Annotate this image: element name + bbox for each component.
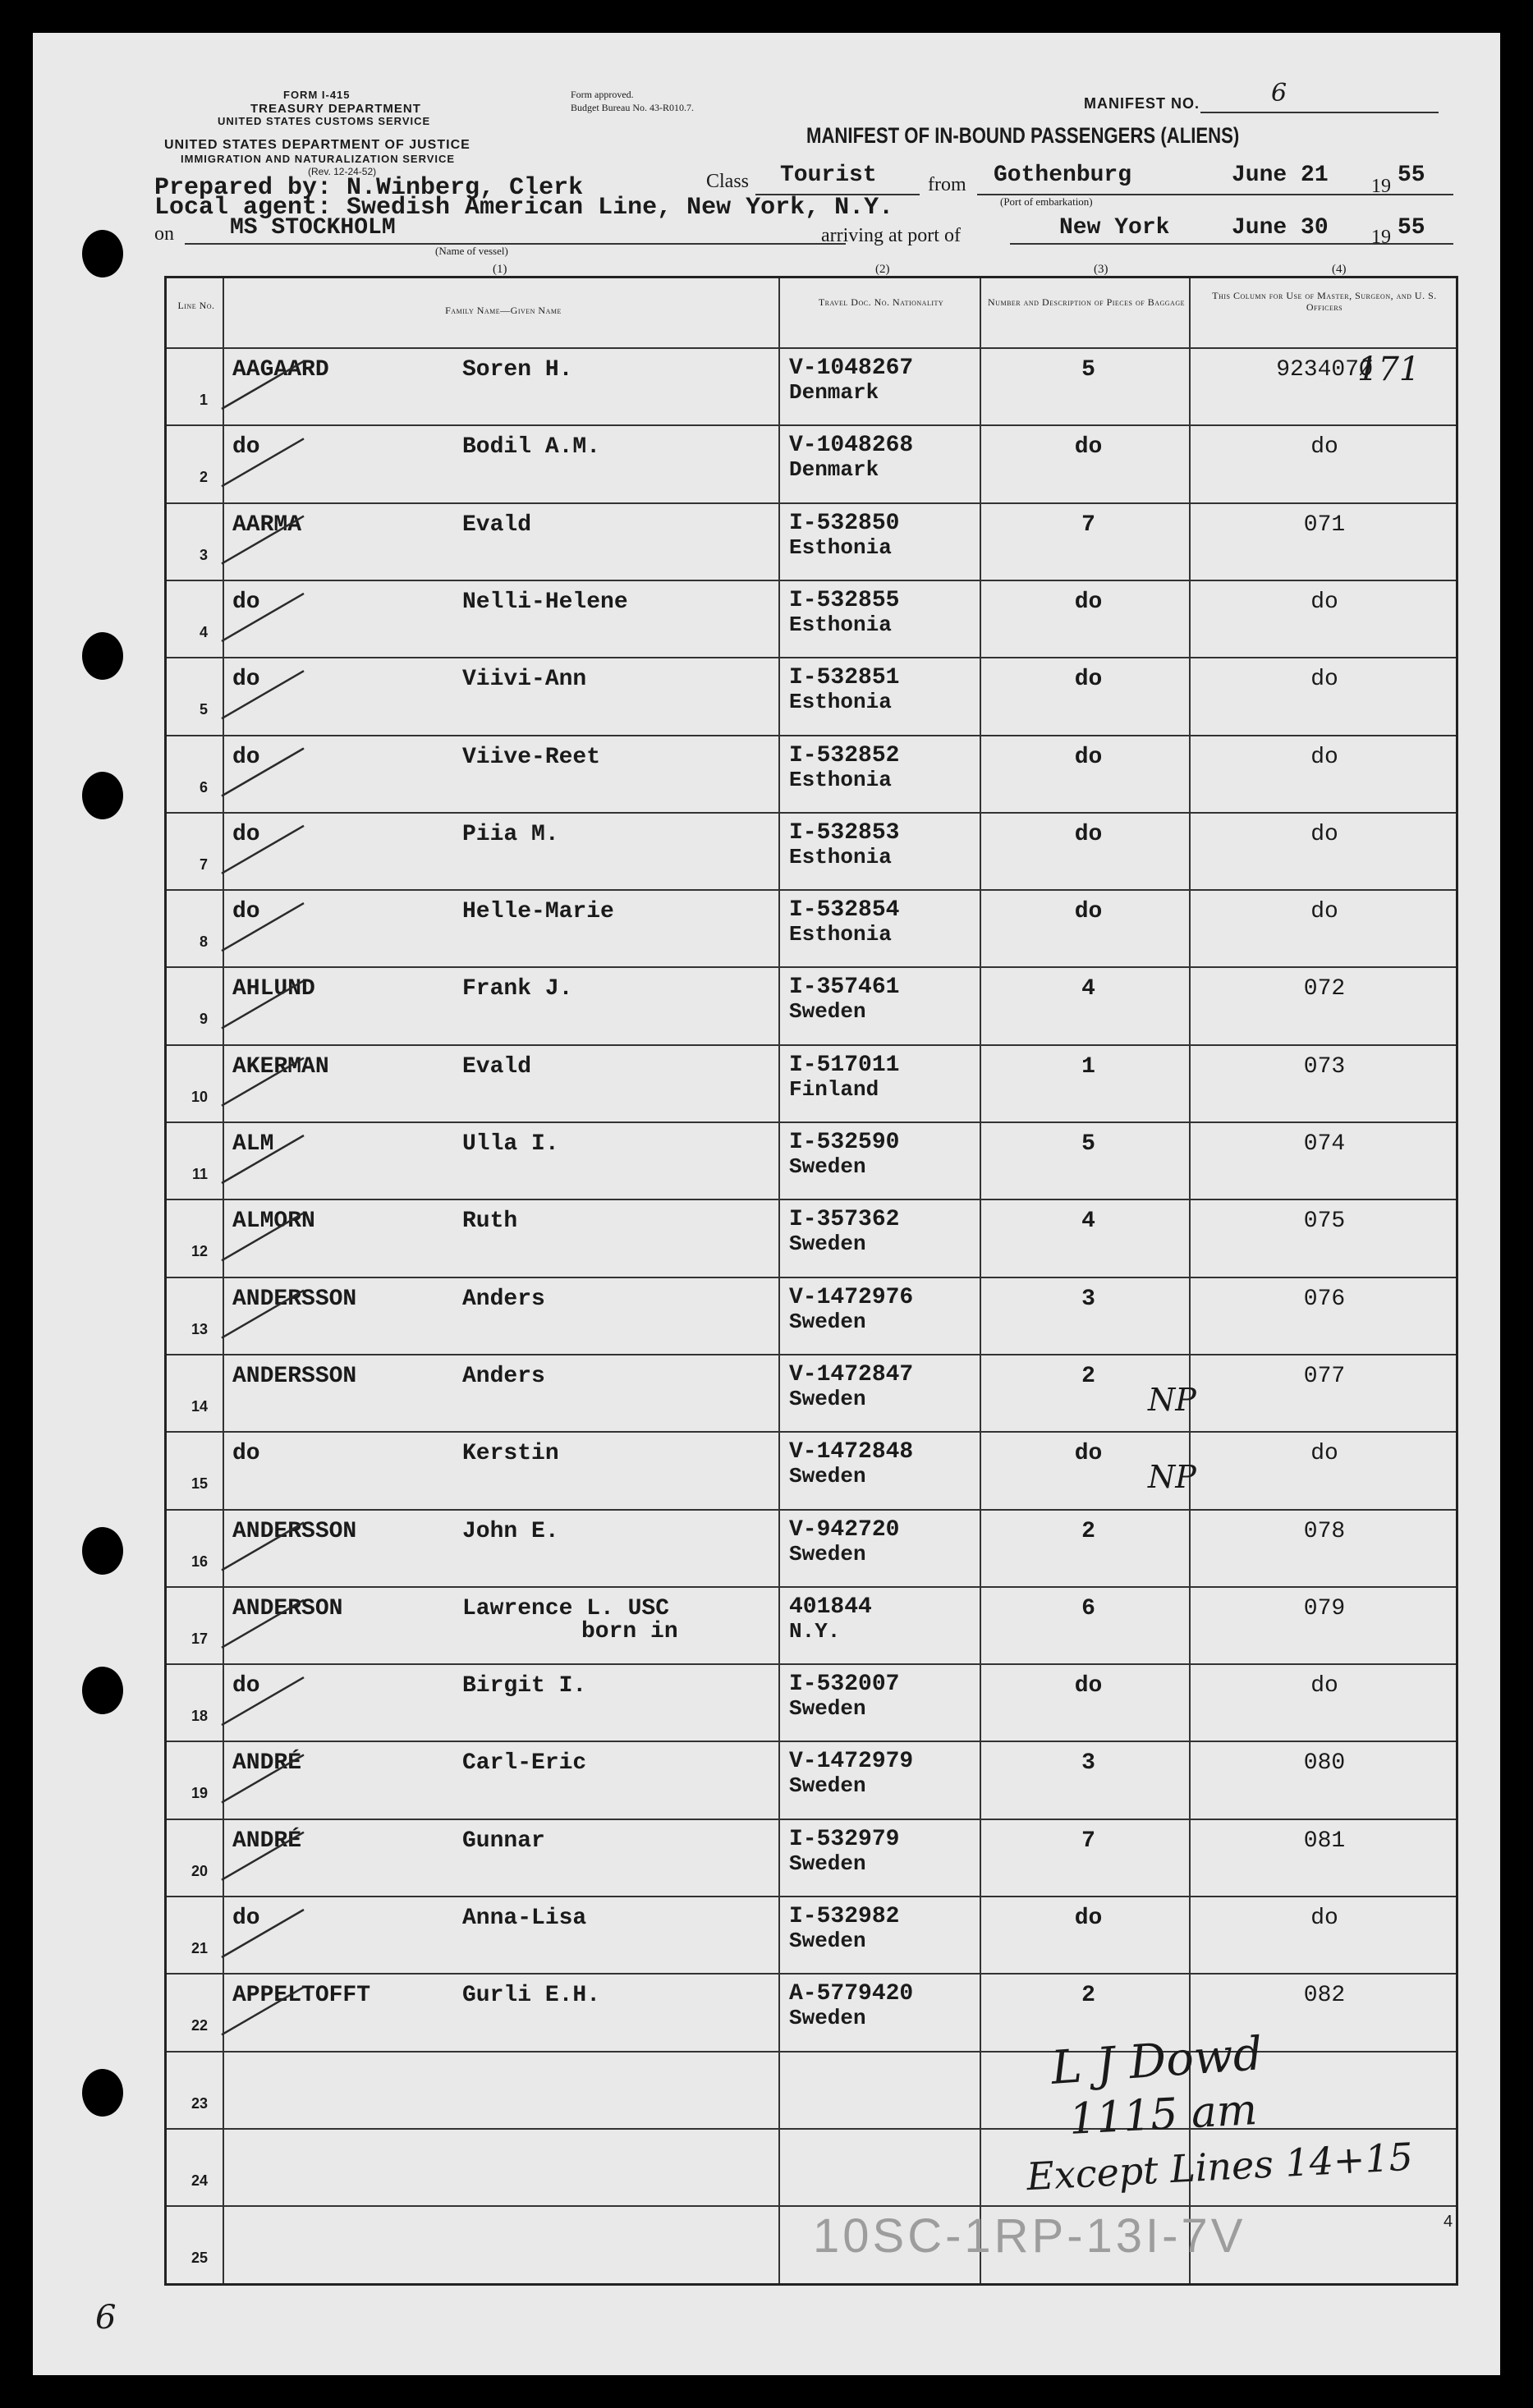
- travel-doc-number: V-1472979: [789, 1749, 914, 1775]
- check-mark: [222, 749, 304, 796]
- nationality: Esthonia: [789, 690, 892, 715]
- arriving-label: arriving at port of: [821, 225, 961, 246]
- family-name: ALMORN: [232, 1209, 315, 1235]
- family-name: ALM: [232, 1131, 274, 1157]
- check-mark: [222, 438, 304, 486]
- nationality: Sweden: [789, 1696, 866, 1722]
- travel-doc-number: V-1472976: [789, 1284, 914, 1310]
- given-name-extra: born in: [581, 1618, 678, 1644]
- family-name: ANDRÉ: [232, 1828, 302, 1854]
- nationality: Sweden: [789, 1773, 866, 1799]
- line-number: 16: [190, 1553, 208, 1570]
- baggage-count: 2: [1081, 1983, 1095, 2009]
- nationality: Sweden: [789, 1386, 866, 1411]
- check-mark: [222, 1135, 304, 1183]
- line-number: 24: [190, 2172, 208, 2189]
- given-name: Anders: [462, 1363, 545, 1389]
- officer-number: do: [1310, 744, 1338, 770]
- manifest-number: 6: [1271, 79, 1287, 108]
- travel-doc-number: I-517011: [789, 1052, 900, 1078]
- travel-doc-number: I-532850: [789, 510, 900, 536]
- officer-number: do: [1310, 434, 1338, 461]
- family-name: ANDERSON: [232, 1595, 343, 1621]
- line-number: 4: [199, 623, 208, 640]
- header-name: Family Name—Given Name: [445, 305, 562, 316]
- line-number: 6: [199, 778, 208, 796]
- line-number: 8: [199, 933, 208, 951]
- ins-service: IMMIGRATION AND NATURALIZATION SERVICE: [181, 153, 456, 165]
- given-name: Soren H.: [462, 357, 573, 383]
- from-year-prefix: 19: [1371, 176, 1391, 197]
- line-number: 23: [190, 2094, 208, 2112]
- officer-number: 073: [1303, 1053, 1346, 1080]
- np-mark: NP: [1148, 1459, 1196, 1496]
- check-mark: [222, 1600, 304, 1648]
- officer-number: do: [1310, 589, 1338, 615]
- family-name: do: [232, 1906, 260, 1931]
- family-name: do: [232, 744, 260, 770]
- header-baggage: Number and Description of Pieces of Baggage: [988, 296, 1185, 308]
- line-number: 21: [190, 1940, 208, 1956]
- signature: L J Dowd: [1049, 2027, 1264, 2095]
- baggage-count: 5: [1081, 357, 1095, 383]
- baggage-count: do: [1074, 821, 1103, 847]
- travel-doc-number: I-357461: [789, 975, 900, 1001]
- travel-doc-number: I-532853: [789, 819, 900, 846]
- col-number-2: (2): [875, 263, 890, 276]
- from-port: Gothenburg: [994, 163, 1132, 188]
- family-name: do: [232, 1441, 260, 1467]
- baggage-count: 3: [1081, 1286, 1095, 1312]
- travel-doc-number: A-5779420: [789, 1981, 914, 2007]
- baggage-count: 3: [1081, 1750, 1095, 1777]
- officer-number: 076: [1303, 1286, 1346, 1312]
- check-mark: [222, 903, 304, 951]
- nationality: Denmark: [789, 457, 879, 483]
- from-date: June 21: [1232, 163, 1329, 188]
- check-mark: [222, 516, 304, 564]
- line-number: 5: [199, 701, 208, 718]
- check-mark: [222, 671, 304, 718]
- page-marker: 4: [1443, 2213, 1453, 2231]
- nationality: Sweden: [789, 1851, 866, 1876]
- given-name: Birgit I.: [462, 1673, 587, 1699]
- check-mark: [222, 1058, 304, 1106]
- customs-service: UNITED STATES CUSTOMS SERVICE: [218, 115, 431, 127]
- check-mark: [222, 826, 304, 874]
- justice-dept: UNITED STATES DEPARTMENT OF JUSTICE: [164, 138, 470, 152]
- baggage-count: do: [1074, 589, 1103, 615]
- col-number-3: (3): [1094, 263, 1108, 276]
- nationality: Sweden: [789, 1929, 866, 1953]
- line-number: 22: [190, 2017, 208, 2034]
- officer-number: 923407Ø: [1276, 357, 1373, 383]
- line-number: 19: [190, 1785, 208, 1802]
- family-name: do: [232, 1673, 260, 1699]
- nationality: Sweden: [789, 1541, 866, 1566]
- treasury-dept: TREASURY DEPARTMENT: [250, 102, 421, 116]
- check-mark: [222, 980, 304, 1028]
- travel-doc-number: V-1472848: [789, 1439, 914, 1465]
- arrival-port: New York: [1059, 215, 1170, 241]
- travel-doc-number: I-532852: [789, 742, 900, 768]
- family-name: do: [232, 899, 260, 925]
- line-number: 1: [199, 392, 208, 408]
- nationality: Sweden: [789, 2006, 866, 2031]
- line-number: 20: [190, 1862, 208, 1879]
- baggage-count: do: [1074, 667, 1103, 693]
- check-mark: [222, 1832, 304, 1880]
- travel-doc-number: I-532982: [789, 1904, 900, 1929]
- travel-doc-number: V-1472847: [789, 1361, 914, 1387]
- baggage-count: do: [1074, 1441, 1103, 1467]
- family-name: AKERMAN: [232, 1053, 329, 1080]
- corner-mark: 6: [95, 2299, 117, 2337]
- officer-number: do: [1310, 1673, 1338, 1699]
- baggage-count: 6: [1081, 1595, 1095, 1621]
- given-name: Piia M.: [462, 821, 559, 847]
- baggage-count: do: [1074, 434, 1103, 461]
- check-mark: [222, 1677, 304, 1725]
- officer-number: 081: [1303, 1828, 1346, 1854]
- form-number: FORM I-415: [283, 89, 351, 101]
- family-name: ANDRÉ: [232, 1750, 302, 1777]
- travel-doc-number: I-357362: [789, 1207, 900, 1233]
- travel-doc-number: I-532854: [789, 897, 900, 924]
- header-line-no: Line No.: [177, 300, 215, 311]
- travel-doc-number: I-532007: [789, 1672, 900, 1698]
- check-mark: [222, 361, 304, 409]
- vessel-name: MS STOCKHOLM: [230, 215, 396, 241]
- form-approved: Form approved.: [571, 89, 634, 100]
- except-note: Except Lines 14+15: [1025, 2134, 1415, 2199]
- baggage-count: 7: [1081, 511, 1095, 538]
- vessel-caption: (Name of vessel): [435, 245, 508, 257]
- line-number: 14: [190, 1397, 208, 1415]
- nationality: Sweden: [789, 1464, 866, 1489]
- officer-number: do: [1310, 667, 1338, 693]
- nationality: Finland: [789, 1076, 879, 1102]
- given-name: Frank J.: [462, 976, 573, 1002]
- check-mark: [222, 1291, 304, 1338]
- line-number: 10: [190, 1088, 208, 1105]
- travel-doc-number: 401844: [789, 1594, 872, 1620]
- nationality: Esthonia: [789, 844, 892, 869]
- family-name: do: [232, 589, 260, 615]
- col-number-4: (4): [1332, 263, 1347, 276]
- prepared-by: Prepared by: N.Winberg, Clerk: [154, 174, 584, 202]
- check-mark: [222, 1987, 304, 2034]
- nationality: Sweden: [789, 1309, 866, 1334]
- nationality: Sweden: [789, 1154, 866, 1179]
- from-year: 55: [1398, 163, 1425, 188]
- baggage-count: do: [1074, 899, 1103, 925]
- given-name: Viive-Reet: [462, 744, 601, 770]
- baggage-count: do: [1074, 1906, 1103, 1931]
- officer-number: 077: [1303, 1363, 1346, 1389]
- check-mark: [222, 1754, 304, 1802]
- line-number: 13: [190, 1320, 208, 1337]
- arrival-date: June 30: [1232, 215, 1329, 241]
- checkmark-layer: [33, 33, 1500, 2375]
- given-name: Anders: [462, 1286, 545, 1312]
- header-travel-doc: Travel Doc. No. Nationality: [818, 296, 944, 308]
- officer-number: do: [1310, 1441, 1338, 1467]
- manifest-title: MANIFEST OF IN-BOUND PASSENGERS (ALIENS): [806, 123, 1240, 148]
- family-name: AAGAARD: [232, 357, 329, 383]
- line-number: 11: [191, 1166, 208, 1182]
- given-name: Ulla I.: [462, 1131, 559, 1157]
- officer-number: 082: [1303, 1983, 1346, 2009]
- given-name: Gurli E.H.: [462, 1983, 601, 2009]
- given-name: Evald: [462, 1053, 532, 1080]
- officer-number: 072: [1303, 976, 1346, 1002]
- given-name: Nelli-Helene: [462, 589, 628, 615]
- line-number: 15: [190, 1475, 208, 1493]
- manifest-no-label: MANIFEST NO.: [1084, 95, 1200, 112]
- col-number-1: (1): [493, 263, 507, 276]
- on-label: on: [154, 223, 174, 245]
- stamp-code: 10SC-1RP-13I-7V: [813, 2209, 1246, 2263]
- family-name: ANDERSSON: [232, 1518, 357, 1544]
- from-label: from: [928, 174, 966, 195]
- baggage-count: 2: [1081, 1518, 1095, 1544]
- nationality: N.Y.: [789, 1618, 841, 1644]
- nationality: Sweden: [789, 999, 866, 1025]
- officer-number: do: [1310, 1906, 1338, 1931]
- check-mark: [222, 594, 304, 641]
- line-number: 25: [190, 2250, 208, 2267]
- officer-number: 074: [1303, 1131, 1346, 1157]
- check-mark: [222, 1523, 304, 1571]
- port-caption: (Port of embarkation): [1000, 195, 1093, 208]
- baggage-count: do: [1074, 1673, 1103, 1699]
- family-name: AARMA: [232, 511, 302, 538]
- officer-number: do: [1310, 821, 1338, 847]
- given-name: Ruth: [462, 1209, 518, 1235]
- line-number: 18: [190, 1708, 208, 1725]
- travel-doc-number: V-942720: [789, 1516, 900, 1543]
- arrival-year: 55: [1398, 215, 1425, 241]
- given-name: Anna-Lisa: [462, 1906, 587, 1931]
- line-number: 2: [199, 469, 208, 486]
- time-note: 1115 am: [1067, 2085, 1259, 2144]
- officer-number: 080: [1303, 1750, 1346, 1777]
- line-number: 12: [190, 1243, 208, 1260]
- family-name: ANDERSSON: [232, 1286, 357, 1312]
- nationality: Esthonia: [789, 612, 892, 637]
- travel-doc-number: I-532979: [789, 1826, 900, 1852]
- arrival-year-prefix: 19: [1371, 227, 1391, 248]
- baggage-count: 1: [1081, 1053, 1095, 1080]
- given-name: Evald: [462, 511, 532, 538]
- baggage-count: 4: [1081, 976, 1095, 1002]
- travel-doc-number: V-1048268: [789, 433, 914, 459]
- baggage-count: do: [1074, 744, 1103, 770]
- family-name: do: [232, 434, 260, 461]
- family-name: do: [232, 821, 260, 847]
- travel-doc-number: V-1048267: [789, 355, 914, 381]
- officer-number: 075: [1303, 1209, 1346, 1235]
- line-number: 3: [199, 546, 208, 563]
- officer-number: 079: [1303, 1595, 1346, 1621]
- given-name: Carl-Eric: [462, 1750, 587, 1777]
- officer-number: do: [1310, 899, 1338, 925]
- family-name: do: [232, 667, 260, 693]
- nationality: Denmark: [789, 380, 879, 405]
- nationality: Esthonia: [789, 534, 892, 560]
- form-revision: (Rev. 12-24-52): [308, 166, 377, 177]
- given-name: John E.: [462, 1518, 559, 1544]
- local-agent: Local agent: Swedish American Line, New York, N.Y.: [154, 194, 894, 222]
- baggage-count: 2: [1081, 1363, 1095, 1389]
- check-mark: [222, 1910, 304, 1957]
- line-number: 9: [199, 1011, 208, 1028]
- np-mark: NP: [1148, 1381, 1196, 1418]
- travel-doc-number: I-532851: [789, 665, 900, 691]
- budget-bureau: Budget Bureau No. 43-R010.7.: [571, 102, 694, 113]
- given-name: Kerstin: [462, 1441, 559, 1467]
- travel-doc-number: I-532855: [789, 587, 900, 613]
- officer-number: 078: [1303, 1518, 1346, 1544]
- given-name: Lawrence L. USC: [462, 1595, 670, 1621]
- check-mark: [222, 1213, 304, 1260]
- nationality: Esthonia: [789, 922, 892, 947]
- baggage-count: 4: [1081, 1209, 1095, 1235]
- nationality: Sweden: [789, 1232, 866, 1257]
- class-value: Tourist: [780, 163, 877, 188]
- given-name: Gunnar: [462, 1828, 545, 1854]
- baggage-count: 5: [1081, 1131, 1095, 1157]
- line-number: 17: [190, 1630, 208, 1647]
- family-name: AHLUND: [232, 976, 315, 1002]
- given-name: Helle-Marie: [462, 899, 614, 925]
- family-name: APPELTOFFT: [232, 1983, 371, 2009]
- baggage-count: 7: [1081, 1828, 1095, 1854]
- header-officers: This Column for Use of Master, Surgeon, and U. S. Officers: [1212, 290, 1437, 313]
- class-label: Class: [706, 171, 750, 192]
- given-name: Bodil A.M.: [462, 434, 601, 461]
- given-name: Viivi-Ann: [462, 667, 587, 693]
- travel-doc-number: I-532590: [789, 1130, 900, 1155]
- officer-number: 071: [1303, 511, 1346, 538]
- officer-number-hand: 171: [1357, 351, 1421, 388]
- line-number: 7: [199, 855, 208, 873]
- nationality: Esthonia: [789, 767, 892, 792]
- manifest-page: [33, 33, 1500, 2375]
- family-name: ANDERSSON: [232, 1363, 357, 1389]
